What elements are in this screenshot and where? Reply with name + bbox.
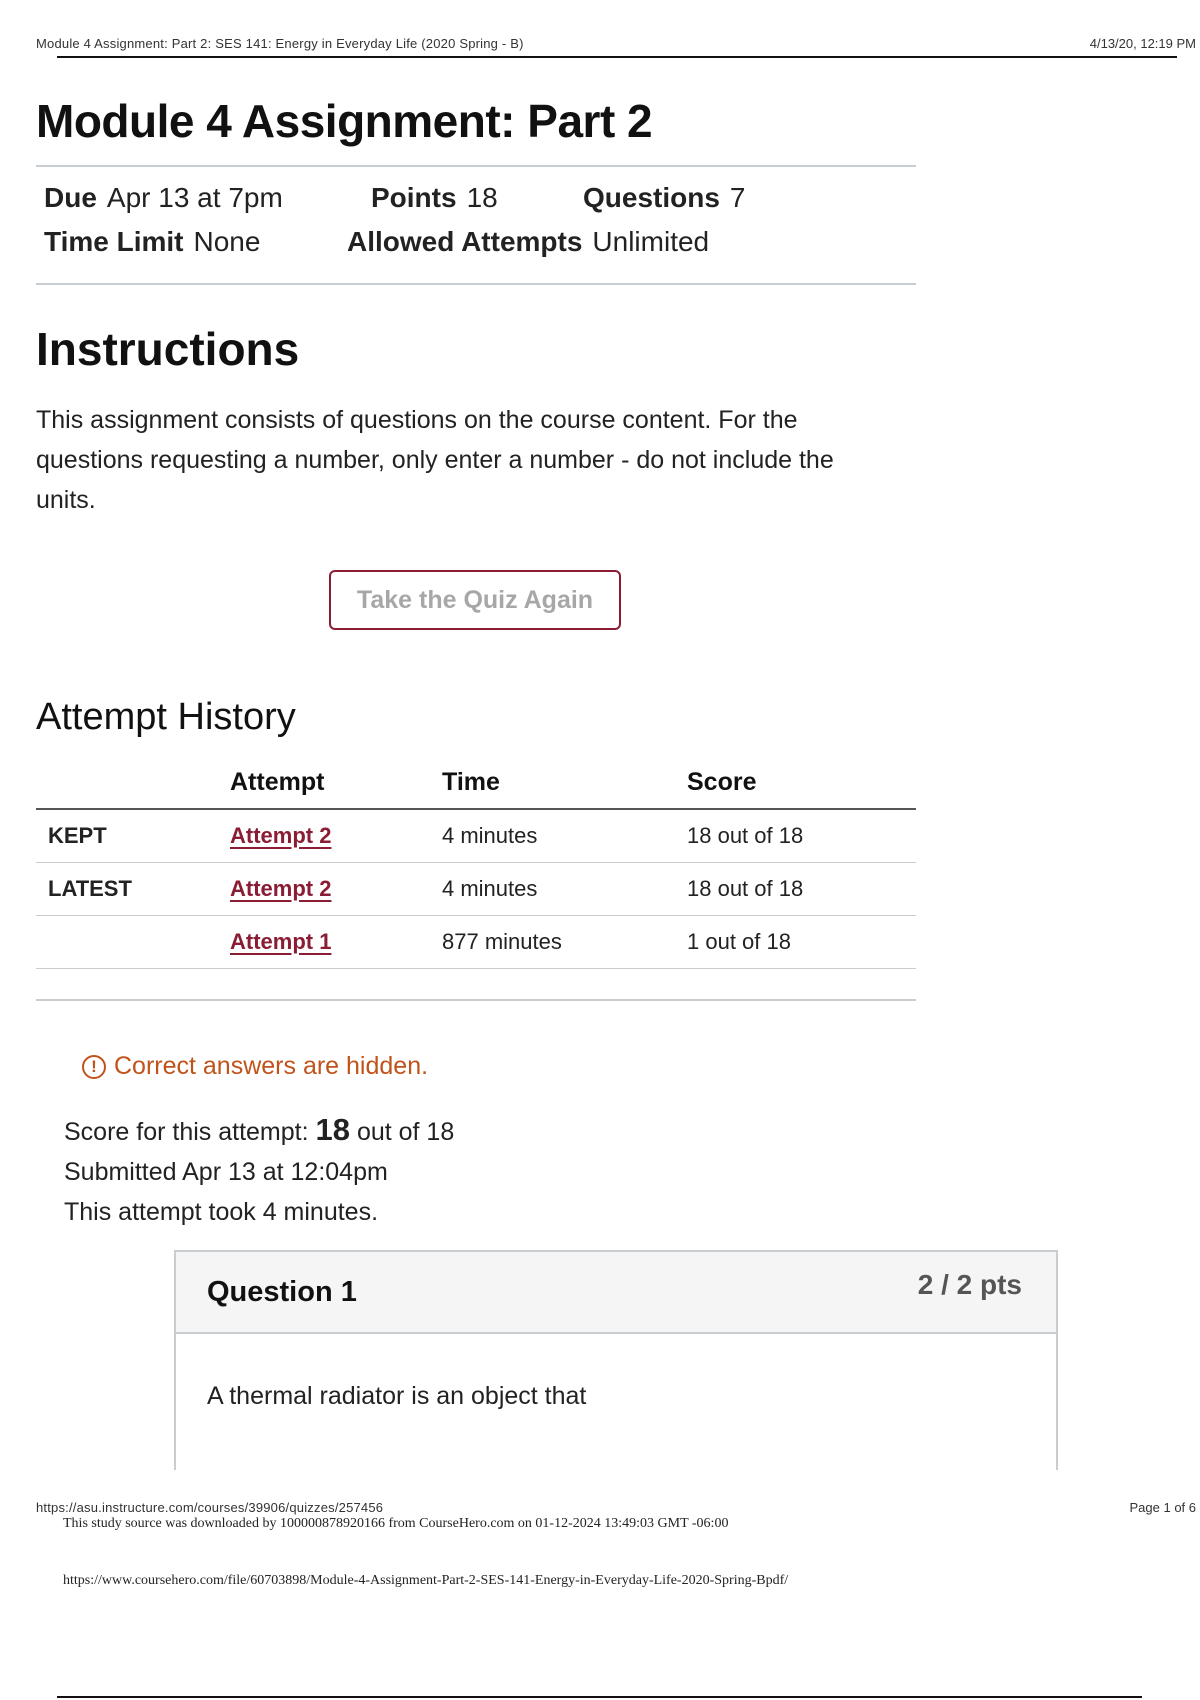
table-bottom-divider (36, 999, 916, 1001)
allowed-attempts (347, 226, 709, 258)
column-header (36, 756, 230, 809)
download-source-note: This study source was downloaded by 100000878920166 from CourseHero.com on 01-12-2024 13:49:03 GMT -06:00 (63, 1516, 729, 1531)
points-label: Points (371, 182, 457, 213)
question-text: A thermal radiator is an object that (207, 1382, 587, 1410)
attempt-link[interactable]: Attempt 2 (230, 876, 332, 901)
instructions-text: This assignment consists of questions on the course content. For the questions requesting a number, only enter a number - do not include the units. (36, 406, 834, 514)
attempt-time: 4 minutes (442, 863, 687, 916)
header-divider (57, 56, 1177, 58)
answers-hidden-notice (82, 1052, 428, 1081)
points-value: 18 (466, 182, 498, 213)
column-header-time: Time (442, 756, 687, 809)
row-label: KEPT (36, 809, 230, 863)
table-row (36, 916, 916, 969)
page-number: Page 1 of 6 (1129, 1500, 1196, 1515)
time-limit-value: None (193, 226, 261, 257)
attempt-duration: This attempt took 4 minutes. (64, 1198, 379, 1226)
page-title: Module 4 Assignment: Part 2 (36, 95, 653, 147)
print-header (36, 36, 1196, 58)
meta-bottom-divider (36, 283, 916, 285)
notice-text: Correct answers are hidden. (114, 1052, 429, 1080)
due-label: Due (44, 182, 97, 213)
attempts-value: Unlimited (592, 226, 710, 257)
time-limit-label: Time Limit (44, 226, 184, 257)
question-title: Question 1 (207, 1276, 357, 1308)
quiz-details (36, 182, 916, 272)
alert-circle-icon: ! (82, 1055, 106, 1079)
document-link[interactable]: https://www.coursehero.com/file/60703898/Module-4-Assignment-Part-2-SES-141-Energy-in-Everyday-Life-2020-Spring-Bpdf/ (63, 1573, 789, 1588)
footer-url: https://asu.instructure.com/courses/39906/quizzes/257456 (36, 1500, 384, 1515)
score-suffix: out of 18 (356, 1118, 455, 1146)
attempt-score: 18 out of 18 (687, 809, 916, 863)
attempt-history-heading: Attempt History (36, 696, 296, 738)
score-prefix: Score for this attempt: (64, 1118, 309, 1146)
attempt-link[interactable]: Attempt 2 (230, 823, 332, 848)
bottom-divider (57, 1696, 1142, 1698)
meta-top-divider (36, 165, 916, 167)
question-header (176, 1252, 1056, 1334)
table-header-row (36, 756, 916, 809)
questions-count (583, 182, 746, 214)
due-date (44, 182, 283, 214)
attempts-label: Allowed Attempts (347, 226, 583, 257)
attempt-summary (64, 1110, 454, 1232)
instructions-heading: Instructions (36, 323, 300, 375)
print-page-title: Module 4 Assignment: Part 2: SES 141: Energy in Everyday Life (2020 Spring - B) (36, 36, 524, 51)
attempt-link[interactable]: Attempt 1 (230, 929, 332, 954)
questions-value: 7 (729, 182, 746, 213)
column-header-attempt: Attempt (230, 756, 442, 809)
print-datetime: 4/13/20, 12:19 PM (1089, 36, 1196, 51)
points (371, 182, 498, 214)
attempt-history-table (36, 756, 916, 969)
attempt-score: 18 out of 18 (687, 863, 916, 916)
submitted-time: Submitted Apr 13 at 12:04pm (64, 1158, 388, 1186)
attempt-time: 4 minutes (442, 809, 687, 863)
take-quiz-again-button[interactable]: Take the Quiz Again (329, 570, 621, 630)
questions-label: Questions (583, 182, 720, 213)
time-limit (44, 226, 260, 258)
due-value: Apr 13 at 7pm (106, 182, 283, 213)
table-row (36, 809, 916, 863)
attempt-time: 877 minutes (442, 916, 687, 969)
table-row (36, 863, 916, 916)
question-card (174, 1250, 1058, 1470)
row-label: LATEST (36, 863, 230, 916)
question-points: 2 / 2 pts (917, 1269, 1022, 1300)
row-label (36, 916, 230, 969)
score-value: 18 (315, 1112, 350, 1147)
attempt-score: 1 out of 18 (687, 916, 916, 969)
column-header-score: Score (687, 756, 916, 809)
attempt-score-line (64, 1110, 454, 1152)
